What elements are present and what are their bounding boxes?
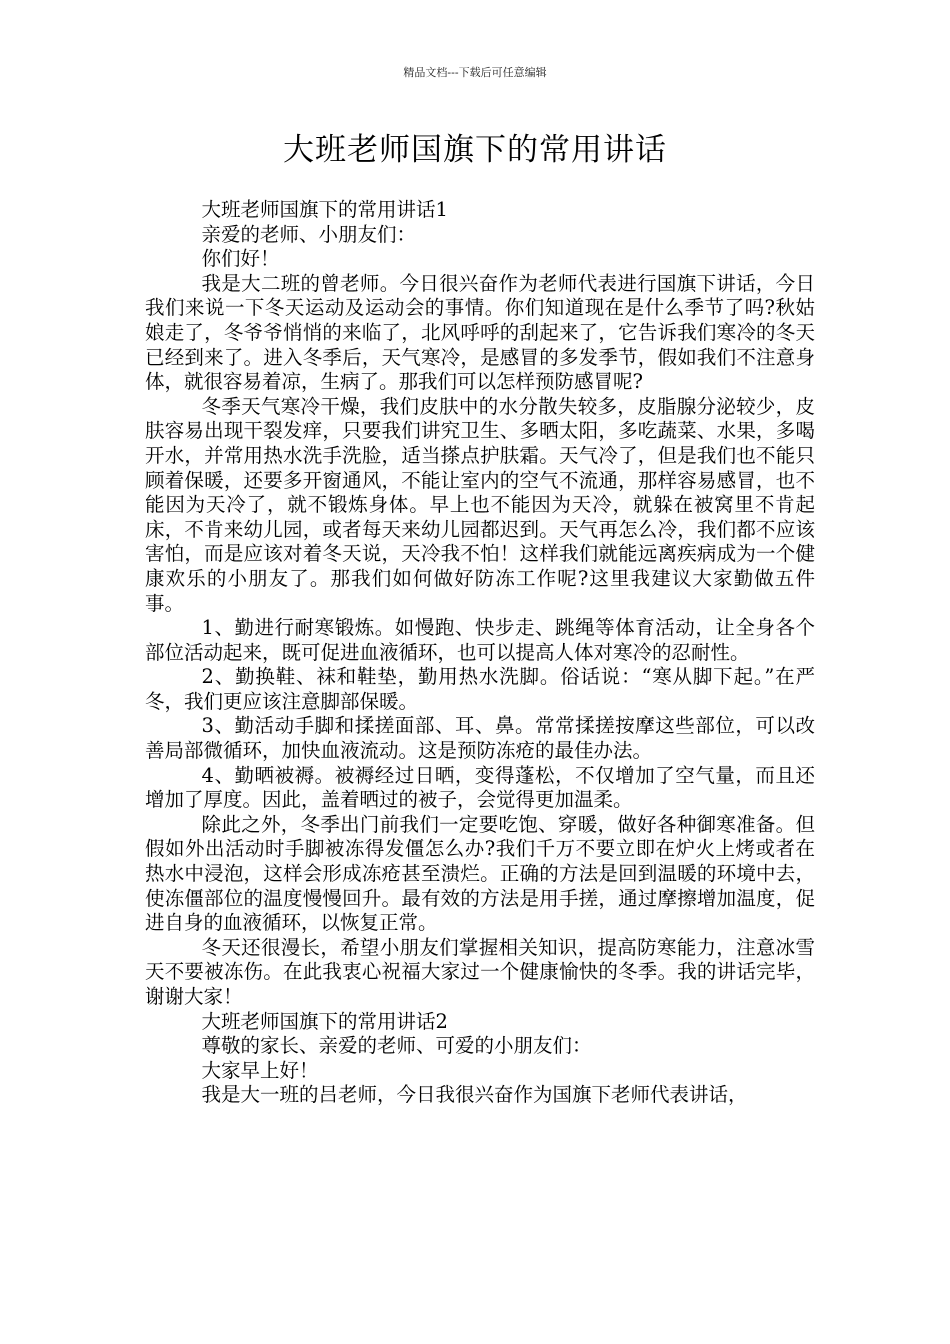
section-heading-2: 大班老师国旗下的常用讲话2	[201, 1009, 448, 1033]
body-paragraph: 冬季天气寒冷干燥，我们皮肤中的水分散失较多，皮脂腺分泌较少，皮肤容易出现干裂发痒，只要我们讲究卫生、多晒太阳，多吃蔬菜、水果，多喝开水，并常用热水洗手洗脸，适当搽点护肤霜。天气冷了，但是我们也不能只顾着保暖，还要多开窗通风，不能让室内的空气不流通，那样容易感冒，也不能因为天冷了，就不锻炼身体。早上也不能因为天冷，就躲在被窝里不肯起床，不肯来幼儿园，或者每天来幼儿园都迟到。天气再怎么冷，我们都不应该害怕，而是应该对着冬天说，天冷我不怕！这样我们就能远离疾病成为一个健康欢乐的小朋友了。那我们如何做好防冻工作呢?这里我建议大家勤做五件事。	[145, 394, 815, 615]
list-item-paragraph: 3、勤活动手脚和揉搓面部、耳、鼻。常常揉搓按摩这些部位，可以改善局部微循环，加快血液流动。这是预防冻疮的最佳办法。	[145, 714, 815, 763]
document-title: 大班老师国旗下的常用讲话	[283, 132, 667, 168]
section-heading-1: 大班老师国旗下的常用讲话1	[201, 198, 448, 221]
document-body	[145, 198, 815, 1108]
list-item-paragraph: 2、勤换鞋、袜和鞋垫，勤用热水洗脚。俗话说：“寒从脚下起。”在严冬，我们更应该注意脚部保暖。	[145, 665, 815, 713]
body-paragraph: 我是大一班的吕老师，今日我很兴奋作为国旗下老师代表讲话，	[201, 1083, 748, 1107]
body-paragraph: 我是大二班的曾老师。今日很兴奋作为老师代表进行国旗下讲话，今日我们来说一下冬天运动及运动会的事情。你们知道现在是什么季节了吗?秋姑娘走了，冬爷爷悄悄的来临了，北风呼呼的刮起来了，它告诉我们寒冷的冬天已经到来了。进入冬季后，天气寒冷，是感冒的多发季节，假如我们不注意身体，就很容易着凉，生病了。那我们可以怎样预防感冒呢?	[145, 271, 815, 394]
body-paragraph: 除此之外，冬季出门前我们一定要吃饱、穿暖，做好各种御寒准备。但假如外出活动时手脚被冻得发僵怎么办?我们千万不要立即在炉火上烤或者在热水中浸泡，这样会形成冻疮甚至溃烂。正确的方法是回到温暖的环境中去，使冻僵部位的温度慢慢回升。最有效的方法是用手搓，通过摩擦增加温度，促进自身的血液循环，以恢复正常。	[145, 812, 815, 935]
greeting-line: 亲爱的老师、小朋友们：	[201, 222, 417, 246]
list-item-paragraph: 1、勤进行耐寒锻炼。如慢跑、快步走、跳绳等体育活动，让全身各个部位活动起来，既可促进血液循环，也可以提高人体对寒冷的忍耐性。	[145, 616, 815, 664]
greeting-line: 尊敬的家长、亲爱的老师、可爱的小朋友们：	[201, 1034, 592, 1058]
body-paragraph: 冬天还很漫长，希望小朋友们掌握相关知识，提高防寒能力，注意冰雪天不要被冻伤。在此我衷心祝福大家过一个健康愉快的冬季。我的讲话完毕，谢谢大家！	[145, 935, 815, 1008]
greeting-line: 大家早上好！	[201, 1058, 319, 1082]
greeting-line: 你们好！	[201, 247, 280, 271]
list-item-paragraph: 4、勤晒被褥。被褥经过日晒，变得蓬松，不仅增加了空气量，而且还增加了厚度。因此，盖着晒过的被子，会觉得更加温柔。	[145, 763, 815, 812]
header-note: 精品文档---下载后可任意编辑	[403, 66, 547, 79]
